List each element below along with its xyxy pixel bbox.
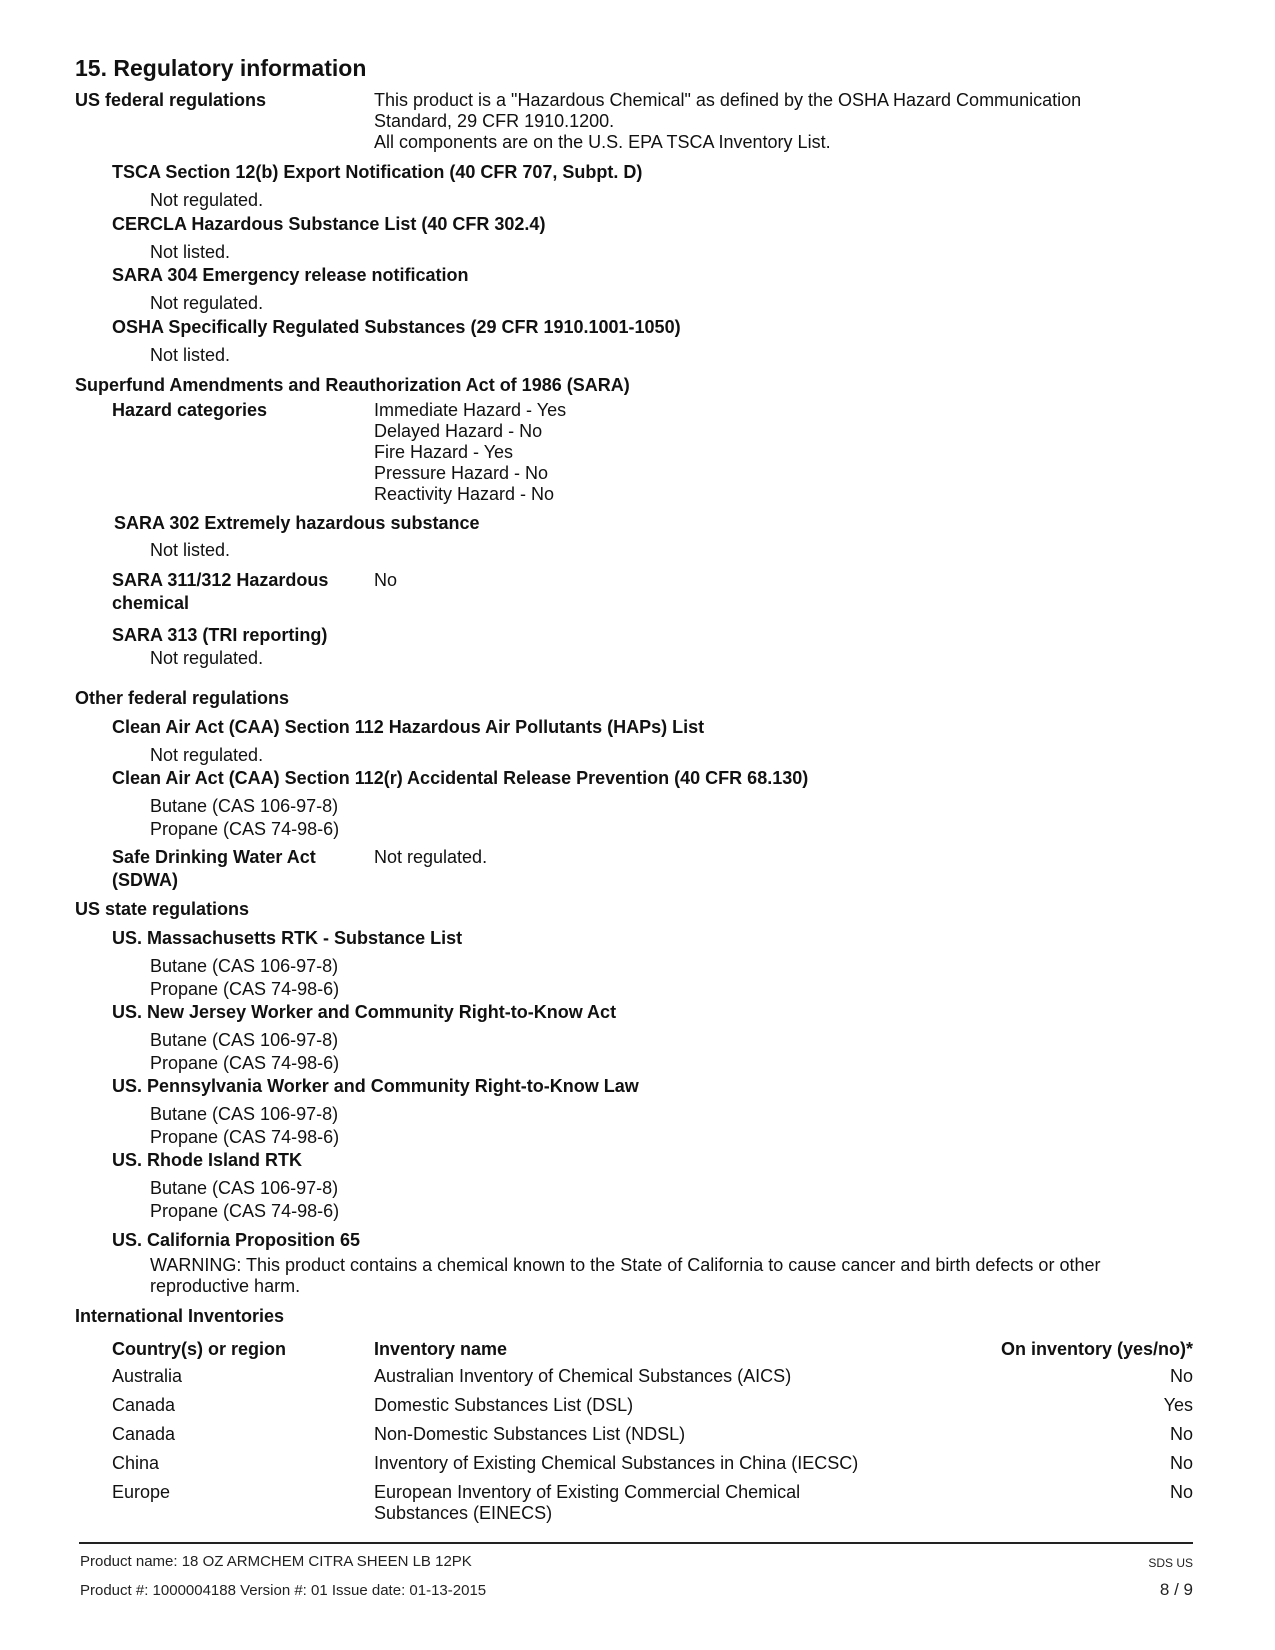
state-list-value: Propane (CAS 74-98-6) [150,1127,340,1147]
caa112r-value: Propane (CAS 74-98-6) [150,819,340,839]
sara302-title: SARA 302 Extremely hazardous substance [114,513,480,533]
state-list-title: US. Pennsylvania Worker and Community Right-to-Know Law [112,1076,639,1096]
row-region: Canada [112,1395,176,1415]
state-list-value: Propane (CAS 74-98-6) [150,979,340,999]
row-inventory: Inventory of Existing Chemical Substances in China (IECSC) [374,1453,859,1473]
col-header-inventory: Inventory name [374,1339,508,1359]
row-on-inventory: Yes [1163,1395,1193,1415]
row-inventory: Domestic Substances List (DSL) [374,1395,634,1415]
sara304-title: SARA 304 Emergency release notification [112,265,469,285]
tsca-value: Not regulated. [150,190,264,210]
row-on-inventory: No [1169,1482,1193,1502]
row-inventory: Non-Domestic Substances List (NDSL) [374,1424,686,1444]
sdwa-value: Not regulated. [374,847,488,867]
sara-title: Superfund Amendments and Reauthorization Act of 1986 (SARA) [75,375,630,395]
osha-value: Not listed. [150,345,231,365]
state-list-value: Butane (CAS 106-97-8) [150,956,339,976]
us-federal-text-1: This product is a "Hazardous Chemical" as defined by the OSHA Hazard Communication [374,90,1082,110]
hazard-item: Immediate Hazard - Yes [374,400,567,420]
osha-title: OSHA Specifically Regulated Substances (29 CFR 1910.1001-1050) [112,317,681,337]
sdwa-title-2: (SDWA) [112,870,178,890]
sara311-value: No [374,570,398,590]
cercla-value: Not listed. [150,242,231,262]
prop65-title: US. California Proposition 65 [112,1230,361,1250]
sara311-title-1: SARA 311/312 Hazardous [112,570,329,590]
col-header-region: Country(s) or region [112,1339,286,1359]
hazard-item: Fire Hazard - Yes [374,442,514,462]
row-on-inventory: No [1169,1366,1193,1386]
footer-doc-type: SDS US [1148,1556,1193,1570]
prop65-text-1: WARNING: This product contains a chemical known to the State of California to cause cancer and birth defects or other [150,1255,1101,1275]
row-region: Canada [112,1424,176,1444]
state-list-title: US. Massachusetts RTK - Substance List [112,928,463,948]
state-list-value: Propane (CAS 74-98-6) [150,1201,340,1221]
footer-divider [79,1542,1193,1544]
state-list-title: US. Rhode Island RTK [112,1150,303,1170]
state-list-title: US. New Jersey Worker and Community Right-to-Know Act [112,1002,617,1022]
us-federal-text-2: Standard, 29 CFR 1910.1200. [374,111,615,131]
hazard-item: Reactivity Hazard - No [374,484,555,504]
col-header-on-inventory: On inventory (yes/no)* [1000,1339,1193,1359]
caa112r-title: Clean Air Act (CAA) Section 112(r) Accidental Release Prevention (40 CFR 68.130) [112,768,809,788]
state-list-value: Butane (CAS 106-97-8) [150,1178,339,1198]
hazard-item: Pressure Hazard - No [374,463,549,483]
other-federal-title: Other federal regulations [75,688,290,708]
us-federal-label: US federal regulations [75,90,267,110]
row-on-inventory: No [1169,1453,1193,1473]
row-region: Europe [112,1482,171,1502]
sara311-title-2: chemical [112,593,190,613]
state-title: US state regulations [75,899,250,919]
sdwa-title-1: Safe Drinking Water Act [112,847,316,867]
footer-page-number: 8 / 9 [1159,1580,1193,1599]
state-list-value: Butane (CAS 106-97-8) [150,1104,339,1124]
sara313-title: SARA 313 (TRI reporting) [112,625,328,645]
sara313-value: Not regulated. [150,648,264,668]
sara304-value: Not regulated. [150,293,264,313]
row-inventory: European Inventory of Existing Commercial Chemical [374,1482,801,1502]
state-list-value: Butane (CAS 106-97-8) [150,1030,339,1050]
row-region: China [112,1453,160,1473]
international-title: International Inventories [75,1306,285,1326]
cercla-title: CERCLA Hazardous Substance List (40 CFR 302.4) [112,214,546,234]
caa112-title: Clean Air Act (CAA) Section 112 Hazardous Air Pollutants (HAPs) List [112,717,705,737]
footer-product-name: Product name: 18 OZ ARMCHEM CITRA SHEEN LB 12PK [80,1553,472,1570]
hazard-item: Delayed Hazard - No [374,421,543,441]
row-inventory: Australian Inventory of Chemical Substances (AICS) [374,1366,792,1386]
row-on-inventory: No [1169,1424,1193,1444]
state-list-value: Propane (CAS 74-98-6) [150,1053,340,1073]
section-title: 15. Regulatory information [75,55,367,81]
footer-product-line: Product #: 1000004188 Version #: 01 Issue date: 01-13-2015 [80,1582,487,1599]
row-region: Australia [112,1366,183,1386]
hazard-categories-label: Hazard categories [112,400,268,420]
us-federal-text-3: All components are on the U.S. EPA TSCA Inventory List. [374,132,831,152]
caa112-value: Not regulated. [150,745,264,765]
sara302-value: Not listed. [150,540,231,560]
row-inventory-line2: Substances (EINECS) [374,1503,553,1523]
tsca-title: TSCA Section 12(b) Export Notification (40 CFR 707, Subpt. D) [112,162,643,182]
prop65-text-2: reproductive harm. [150,1276,301,1296]
caa112r-value: Butane (CAS 106-97-8) [150,796,339,816]
